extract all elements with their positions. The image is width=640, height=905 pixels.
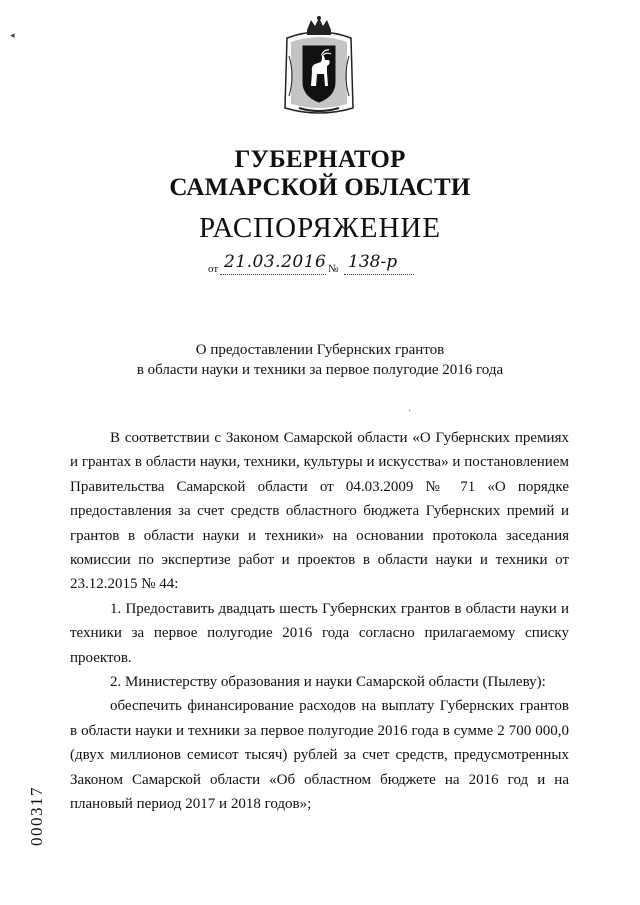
document-type-heading: РАСПОРЯЖЕНИЕ (198, 212, 442, 244)
scan-mark: ◂ (10, 30, 15, 40)
date-number-line (208, 252, 448, 282)
subject-line2: в области науки и техники за первое полугодие 2016 года (136, 362, 504, 378)
scan-dot: · (408, 406, 412, 417)
document-body (70, 426, 569, 817)
date-label: от (208, 263, 219, 275)
preamble-paragraph: В соответствии с Законом Самарской области «О Губернских премиях и грантах в области науки, техники, культуры и искусства» и постановлением Правительства Самарской области от 04.03.2009 № 71 «О порядке предоставления за счет средств областного бюджета Губернских премий и грантов в области науки и техники» на основании протокола заседания комиссии по экспертизе работ и проектов в области науки и техники от 23.12.2015 № 44: (70, 430, 569, 593)
issuer-title-line2: САМАРСКОЙ ОБЛАСТИ (169, 174, 471, 201)
item-2-paragraph: 2. Министерству образования и науки Самарской области (Пылеву): (110, 674, 546, 691)
registration-stamp (22, 770, 52, 860)
coat-of-arms-emblem (281, 16, 357, 118)
date-underline (220, 274, 326, 275)
item-1-paragraph: 1. Предоставить двадцать шесть Губернских грантов в области науки и техники за первое полугодие 2016 года согласно прилагаемому списку проектов. (70, 600, 569, 666)
number-label: № (328, 263, 339, 275)
registration-number: 000317 (27, 786, 46, 846)
handwritten-number: 138-р (348, 252, 398, 272)
subject-line1: О предоставлении Губернских грантов (195, 342, 445, 358)
issuer-title-line1: ГУБЕРНАТОР (234, 146, 406, 173)
number-underline (344, 274, 414, 275)
item-2a-paragraph: обеспечить финансирование расходов на выплату Губернских грантов в области науки и техники за первое полугодие 2016 года в сумме 2 700 000,0 (двух миллионов семисот тысяч) рублей за счет средств, предусмотренных Законом Самарской области «Об областном бюджете на 2016 год и на плановый период 2017 и 2018 годов»; (70, 698, 569, 813)
handwritten-date: 21.03.2016 (224, 252, 327, 272)
